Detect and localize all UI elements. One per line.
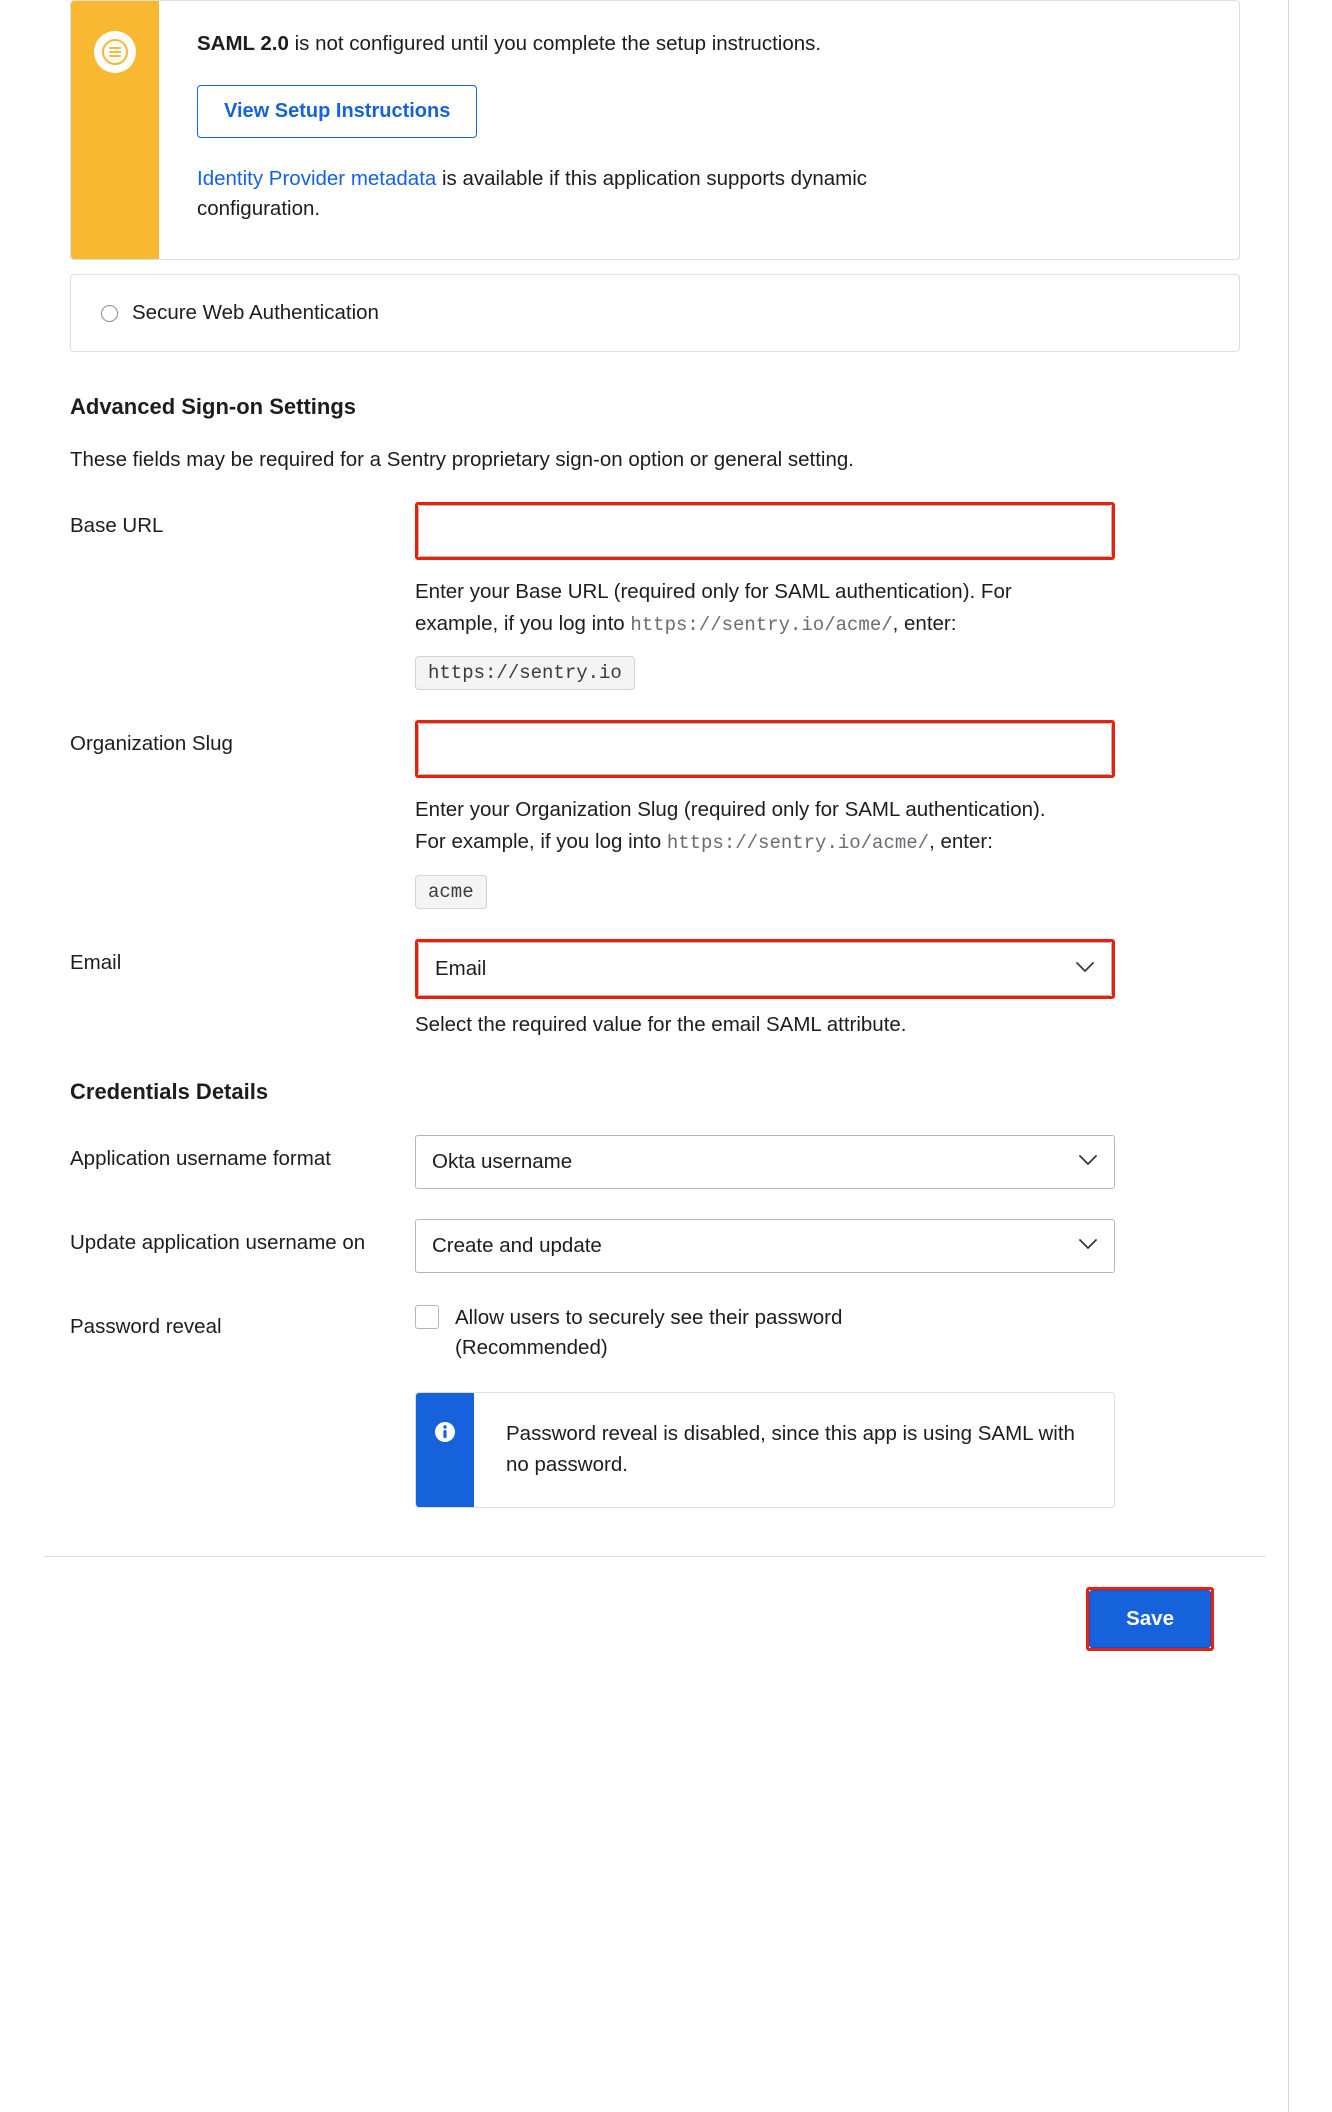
update-username-on-row [70,1219,1288,1273]
username-format-select[interactable] [415,1135,1115,1189]
footer-bar [22,1557,1288,1675]
banner-body [159,1,1239,259]
password-reveal-field [415,1303,1115,1508]
base-url-hint-b: , enter: [892,611,957,635]
banner-message [197,29,1205,59]
settings-content [22,0,1288,1675]
org-slug-field [415,720,1115,908]
info-icon [434,1421,456,1448]
base-url-example: https://sentry.io [415,656,635,690]
password-reveal-checkbox-label: Allow users to securely see their password (Recommended) [455,1305,843,1360]
list-circle-icon [94,31,136,73]
email-select-value: Email [435,956,487,980]
org-slug-hint-b: , enter: [929,830,993,854]
banner-metadata-note [197,164,897,226]
view-setup-instructions-button[interactable]: View Setup Instructions [197,85,477,138]
org-slug-input[interactable] [418,723,1112,775]
save-button-highlight [1086,1587,1214,1651]
base-url-hint [415,576,1055,640]
org-slug-label: Organization Slug [70,732,233,756]
org-slug-example: acme [415,875,487,909]
username-format-select-wrap [415,1135,1115,1189]
base-url-label: Base URL [70,514,164,538]
identity-provider-metadata-link[interactable]: Identity Provider metadata [197,166,437,190]
email-hint: Select the required value for the email SAML attribute. [415,1012,907,1036]
checkbox-icon[interactable] [415,1305,439,1329]
base-url-hint-a: Enter your Base URL (required only for SAML authentication). For example, if you log into [415,580,1012,635]
info-stripe [416,1393,474,1507]
banner-message-strong: SAML 2.0 [197,32,289,55]
org-slug-highlight [415,720,1115,778]
update-username-on-value: Create and update [432,1233,602,1257]
username-format-label: Application username format [70,1146,331,1170]
org-slug-hint-a: Enter your Organization Slug (required only for SAML authentication). For example, if you log into [415,798,1046,854]
password-reveal-info-text: Password reveal is disabled, since this app is using SAML with no password. [506,1422,1075,1476]
banner-stripe [71,1,159,259]
password-reveal-row [70,1303,1288,1508]
email-label: Email [70,950,122,974]
password-reveal-checkbox-row[interactable] [415,1303,1115,1365]
email-row [70,939,1288,1037]
org-slug-hint-code: https://sentry.io/acme/ [666,832,930,855]
org-slug-row [70,720,1288,908]
email-field [415,939,1115,1037]
advanced-signon-title: Advanced Sign-on Settings [70,394,357,420]
save-button[interactable]: Save [1089,1590,1211,1648]
base-url-row [70,502,1288,690]
username-format-row [70,1135,1288,1189]
secure-web-authentication-label: Secure Web Authentication [132,301,379,325]
email-select-wrap [418,942,1112,996]
base-url-highlight [415,502,1115,560]
base-url-input[interactable] [418,505,1112,557]
advanced-signon-description: These fields may be required for a Sentry proprietary sign-on option or general setting. [70,448,854,472]
base-url-field [415,502,1115,690]
email-select[interactable] [418,942,1112,996]
secure-web-authentication-option[interactable] [70,274,1240,352]
credentials-details-title: Credentials Details [70,1078,269,1104]
email-select-highlight [415,939,1115,999]
saml-setup-banner [70,0,1240,260]
banner-metadata-rest: is available if this application supports dynamic configuration. [197,166,868,221]
update-username-on-label: Update application username on [70,1230,366,1254]
update-username-on-select[interactable] [415,1219,1115,1273]
username-format-field [415,1135,1115,1189]
password-reveal-info-callout [415,1392,1115,1508]
banner-message-rest: is not configured until you complete the setup instructions. [288,32,822,55]
update-username-on-field [415,1219,1115,1273]
org-slug-hint [415,794,1055,858]
base-url-hint-code: https://sentry.io/acme/ [630,613,893,636]
radio-icon[interactable] [101,305,118,322]
update-username-on-select-wrap [415,1219,1115,1273]
username-format-value: Okta username [432,1149,573,1173]
password-reveal-label: Password reveal [70,1314,222,1338]
panel-divider [1288,0,1289,2112]
